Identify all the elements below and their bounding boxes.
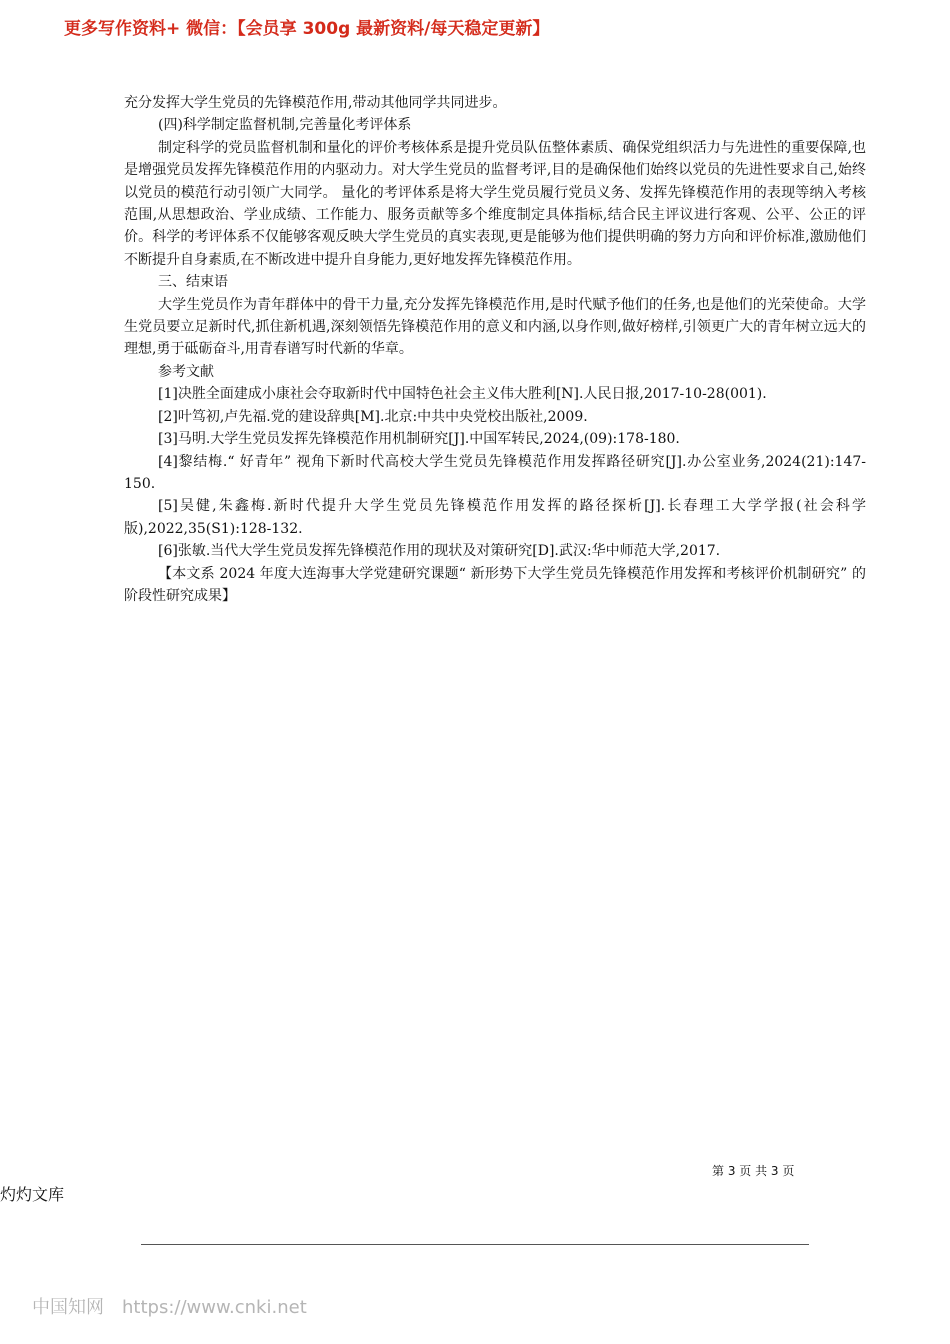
reference-item-2: [2]叶笃初,卢先福.党的建设辞典[M].北京:中共中央党校出版社,2009. [158,408,588,425]
watermark-url: https://www.cnki.net [122,1297,307,1318]
page-number: 第 3 页 共 3 页 [712,1164,795,1178]
footer-divider [141,1244,809,1245]
section-heading-conclusion: 三、结束语 [158,274,228,291]
reference-item-3: [3]马明.大学生党员发挥先锋模范作用机制研究[J].中国军转民,2024,(09):178-180. [158,431,680,448]
funding-note: 【本文系 2024 年度大连海事大学党建研究课题“ 新形势下大学生党员先锋模范作用发挥和考核评价机制研究” 的阶段性研究成果】 [124,565,866,604]
paragraph-continuation: 充分发挥大学生党员的先锋模范作用,带动其他同学共同进步。 [124,95,507,111]
references-heading: 参考文献 [158,363,214,380]
section-heading-four: (四)科学制定监督机制,完善量化考评体系 [158,117,412,134]
paragraph-supervision: 制定科学的党员监督机制和量化的评价考核体系是提升党员队伍整体素质、确保党组织活力与先进性的重要保障,也是增强党员发挥先锋模范作用的内驱动力。对大学生党员的监督考评,目的是确保他们始终以党员的先进性要求自己,始终以党员的模范行动引领广大同学。 量化的考评体系是将大学生党员履行党员义务、发挥先锋模范作用的表现等纳入考核范围,从思想政治、学业成绩、工作能力、服务贡献等多个维度制定具体指标,结合民主评议进行客观、公平、公正的评价。科学的考评体系不仅能够客观反映大学生党员的真实表现,更是能够为他们提供明确的努力方向和评价标准,激励他们不断提升自身素质,在不断改进中提升自身能力,更好地发挥先锋模范作用。 [124,139,866,268]
reference-item-6: [6]张敏.当代大学生党员发挥先锋模范作用的现状及对策研究[D].武汉:华中师范大学,2017. [158,543,721,560]
watermark [32,1293,325,1319]
reference-item-1: [1]决胜全面建成小康社会夺取新时代中国特色社会主义伟大胜利[N].人民日报,2017-10-28(001). [158,386,767,403]
reference-item-4: [4]黎结梅.“ 好青年” 视角下新时代高校大学生党员先锋模范作用发挥路径研究[J].办公室业务,2024(21):147-150. [124,453,866,492]
paragraph-conclusion: 大学生党员作为青年群体中的骨干力量,充分发挥先锋模范作用,是时代赋予他们的任务,也是他们的光荣使命。大学生党员要立足新时代,抓住新机遇,深刻领悟先锋模范作用的意义和内涵,以身作则,做好榜样,引领更广大的青年树立远大的理想,勇于砥砺奋斗,用青春谱写时代新的华章。 [124,296,866,358]
promo-banner: 更多写作资料+ 微信：【会员享 300g 最新资料/每天稳定更新】 [64,19,550,39]
watermark-name: 中国知网 [32,1297,104,1318]
document-body [124,92,866,607]
library-label: 灼灼文库 [0,1185,65,1204]
reference-item-5: [5]吴健,朱鑫梅.新时代提升大学生党员先锋模范作用发挥的路径探析[J].长春理工大学学报(社会科学版),2022,35(S1):128-132. [124,498,866,537]
